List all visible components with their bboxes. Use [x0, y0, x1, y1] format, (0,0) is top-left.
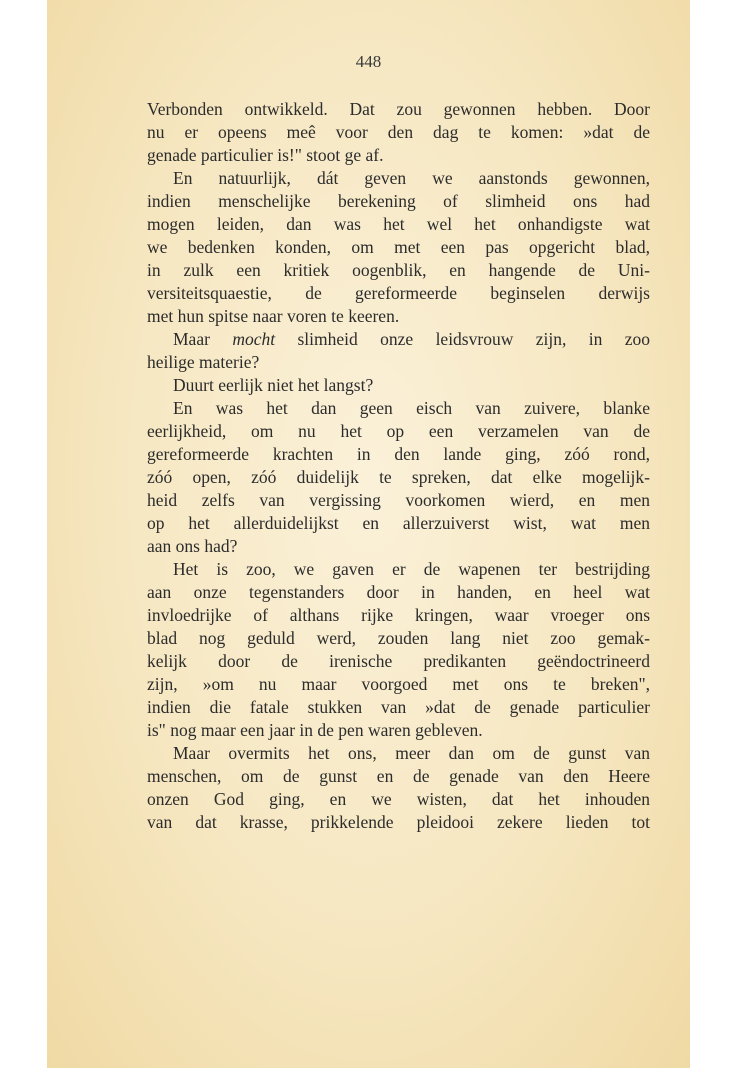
body-text [147, 98, 650, 834]
text-line: met hun spitse naar voren te keeren. [147, 306, 400, 326]
text-line: versiteitsquaestie, de gereformeerde beginselen derwijs [147, 283, 650, 303]
text-run: Maar [173, 329, 233, 349]
book-page [47, 0, 690, 1068]
page-number: 448 [355, 52, 382, 71]
text-line: mogen leiden, dan was het wel het onhandigste wat [147, 214, 650, 234]
paragraph-2 [147, 167, 650, 328]
text-line: kelijk door de irenische predikanten geëndoctrineerd [147, 651, 650, 671]
text-line: genade particulier is!" stoot ge af. [147, 145, 384, 165]
text-line: En natuurlijk, dát geven we aanstonds gewonnen, [173, 168, 650, 188]
text-line: aan onze tegenstanders door in handen, en heel wat [147, 582, 650, 602]
text-line: zijn, »om nu maar voorgoed met ons te breken", [147, 674, 650, 694]
paragraph-6 [147, 558, 650, 742]
text-line: indien die fatale stukken van »dat de genade particulier [147, 697, 650, 717]
paragraph-1 [147, 98, 650, 167]
text-run: slimheid onze leidsvrouw zijn, in zoo [275, 329, 650, 349]
text-line: heilige materie? [147, 352, 260, 372]
italic-word: mocht [232, 329, 276, 349]
text-line: op het allerduidelijkst en allerzuiverst wist, wat men [147, 513, 650, 533]
text-line: in zulk een kritiek oogenblik, en hangende de Uni- [147, 260, 650, 280]
text-line: is" nog maar een jaar in de pen waren gebleven. [147, 720, 483, 740]
text-line: gereformeerde krachten in den lande ging, zóó rond, [147, 444, 650, 464]
paragraph-4 [147, 374, 650, 397]
text-line: nu er opeens meê voor den dag te komen: »dat de [147, 122, 650, 142]
text-line: Het is zoo, we gaven er de wapenen ter bestrijding [173, 559, 650, 579]
text-line: menschen, om de gunst en de genade van den Heere [147, 766, 650, 786]
text-line: Verbonden ontwikkeld. Dat zou gewonnen hebben. Door [147, 99, 650, 119]
text-line: onzen God ging, en we wisten, dat het inhouden [147, 789, 650, 809]
text-line: zóó open, zóó duidelijk te spreken, dat elke mogelijk- [147, 467, 650, 487]
text-line: indien menschelijke berekening of slimheid ons had [147, 191, 650, 211]
text-line: invloedrijke of althans rijke kringen, waar vroeger ons [147, 605, 650, 625]
text-line: Duurt eerlijk niet het langst? [173, 375, 374, 395]
text-line: heid zelfs van vergissing voorkomen wierd, en men [147, 490, 650, 510]
text-line: van dat krasse, prikkelende pleidooi zekere lieden tot [147, 812, 650, 832]
text-line: aan ons had? [147, 536, 238, 556]
text-line: eerlijkheid, om nu het op een verzamelen van de [147, 421, 650, 441]
paragraph-7 [147, 742, 650, 834]
text-line: Maar overmits het ons, meer dan om de gunst van [173, 743, 650, 763]
text-line [147, 328, 650, 351]
text-line: blad nog geduld werd, zouden lang niet zoo gemak- [147, 628, 650, 648]
paragraph-3 [147, 328, 650, 374]
text-line: En was het dan geen eisch van zuivere, blanke [173, 398, 650, 418]
paragraph-5 [147, 397, 650, 558]
text-line: we bedenken konden, om met een pas opgericht blad, [147, 237, 650, 257]
